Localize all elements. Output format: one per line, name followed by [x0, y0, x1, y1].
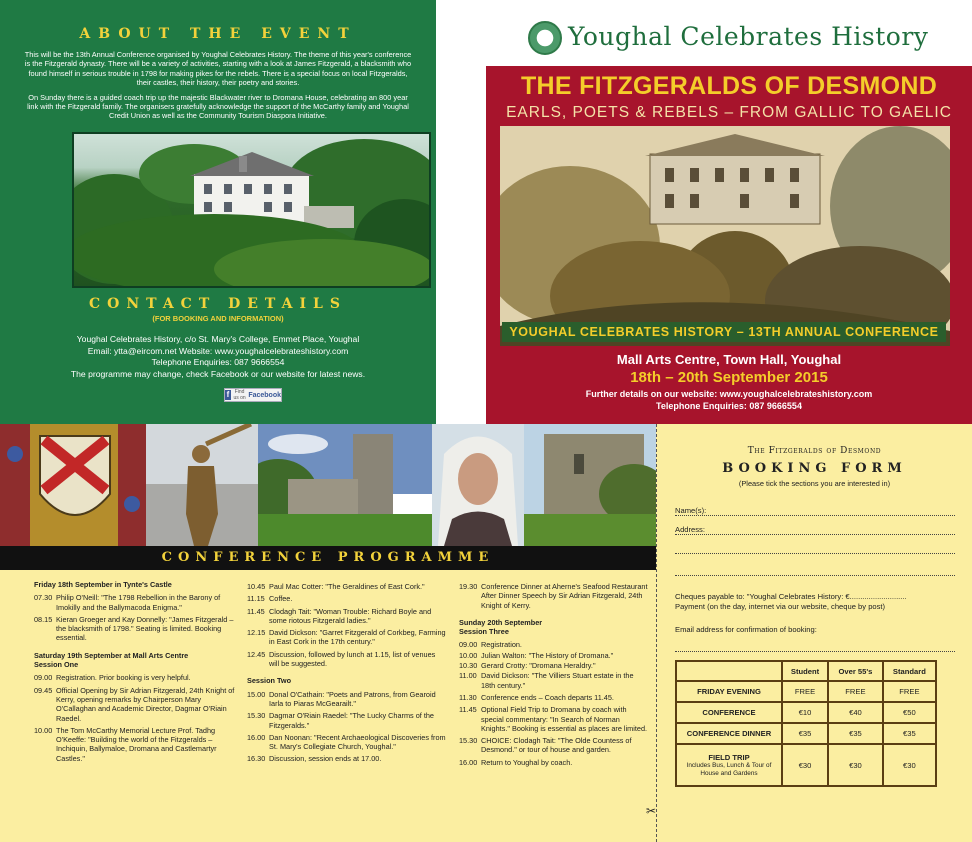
brand-title: Youghal Celebrates History [568, 22, 929, 51]
castle-ruins-photo [258, 424, 432, 546]
booking-title: BOOKING FORM [722, 461, 907, 476]
address-field[interactable] [675, 525, 955, 535]
contact-heading: CONTACT DETAILS [89, 296, 347, 312]
contact-notice: The programme may change, check Facebook or our website for latest news. [70, 368, 366, 379]
email-label: Email address for confirmation of booking: [675, 625, 817, 634]
tower-ruins-photo [524, 424, 656, 546]
event-website: Further details on our website: www.youghalcelebrateshistory.com [585, 389, 873, 399]
names-label: Name(s): [675, 506, 707, 515]
programme-entry: 07.30 Philip O'Neill: "The 1798 Rebellion in the Barony of Imokilly and the Ballymacoda Enigma." [34, 593, 221, 612]
table-row[interactable]: CONFERENCE €10 €40 €50 [676, 702, 936, 723]
contact-lines [0, 334, 436, 380]
programme-entry: 11.45 Clodagh Tait: "Woman Trouble: Richard Boyle and some riotous Fitzgerald ladies." [247, 606, 432, 625]
programme-entry: 15.00 Donal O'Cathain: "Poets and Patrons, from Gearoid Iarla to Piaras McGearailt." [247, 689, 436, 708]
cheques-text: Cheques payable to: "Youghal Celebrates History: €........................... [675, 592, 907, 601]
about-heading: ABOUT THE EVENT [79, 26, 357, 42]
castle-painting [500, 126, 950, 346]
field-trip-sub: Includes Bus, Lunch & Tour of House and Gardens [686, 762, 772, 777]
event-venue: Mall Arts Centre, Town Hall, Youghal [616, 352, 842, 367]
table-header: Standard [883, 661, 936, 681]
contact-address: Youghal Celebrates History, c/o St. Mary's College, Emmet Place, Youghal [76, 334, 360, 344]
booking-form [656, 424, 972, 842]
programme-column-3 [459, 582, 649, 770]
session-three-heading: Session Three [459, 627, 509, 637]
facebook-icon: f [226, 390, 230, 399]
programme-heading-bar [0, 546, 656, 570]
programme-entry: 09.00 Registration. [459, 640, 522, 650]
address-line-3[interactable] [675, 566, 955, 576]
programme-entry: 09.45 Official Opening by Sir Adrian Fitzgerald, 24th Knight of Kerry, opening remarks by Chairperson Mary O'Callaghan and Academic Director, Dagmar O'Riain Raedel. [34, 685, 235, 723]
programme-entry: 12.45 Discussion, followed by lunch at 1.15, list of venues will be suggested. [247, 649, 436, 669]
event-dates: 18th – 20th September 2015 [630, 369, 828, 386]
programme-entry: 11.00 David Dickson: "The Villiers Stuart estate in the 18th century." [459, 671, 634, 690]
programme-entry: 11.45 Optional Field Trip to Dromana by coach with special commentary: "In Search of Norman Knights." Booking is essential as places are limited. [459, 705, 648, 733]
programme-entry: 08.15 Kieran Groeger and Kay Donnelly: "James Fitzgerald – the blacksmith of 1798." Seating is limited. Booking essential. [34, 614, 234, 643]
event-phone: Telephone Enquiries: 087 9666554 [656, 401, 802, 411]
event-further-details [486, 388, 972, 412]
brand-logo-icon [528, 21, 562, 55]
table-header: Student [782, 661, 828, 681]
saturday-heading: Saturday 19th September at Mall Arts Centre [34, 650, 189, 660]
programme-entry: 19.30 Conference Dinner at Aherne's Seafood Restaurant After Dinner Speech by Sir Adrian Fitzgerald, 24th Knight of Kerry. [459, 582, 648, 610]
conference-banner: YOUGHAL CELEBRATES HISTORY – 13TH ANNUAL CONFERENCE [502, 322, 946, 342]
programme-entry: 15.30 CHOICE: Clodagh Tait: "The Olde Countess of Desmond." or tour of house and garden. [459, 736, 632, 755]
event-panel [486, 66, 972, 424]
booking-note: (Please tick the sections you are interested in) [738, 479, 891, 488]
programme-entry: 11.30 Conference ends – Coach departs 11.45. [459, 692, 614, 702]
programme-heading: CONFERENCE PROGRAMME [161, 550, 495, 565]
house-photo [72, 132, 431, 288]
programme-entry: 11.15 Coffee. [247, 594, 293, 604]
brand-bar [436, 0, 972, 66]
programme-entry: 09.00 Registration. Prior booking is very helpful. [34, 673, 191, 683]
scissors-icon: ✂ [646, 804, 657, 818]
facebook-small-label: Find us on [233, 389, 246, 401]
facebook-label: Facebook [248, 391, 281, 399]
programme-entry: 10.30 Gerard Crotty: "Dromana Heraldry." [459, 661, 596, 671]
facebook-button[interactable] [224, 388, 282, 402]
table-header: Over 55's [828, 661, 883, 681]
session-one-heading: Session One [34, 660, 79, 670]
friday-heading: Friday 18th September in Tynte's Castle [34, 580, 172, 589]
conference-programme [0, 570, 656, 842]
stained-glass-photo [0, 424, 146, 546]
table-row[interactable]: CONFERENCE DINNER €35 €35 €35 [676, 723, 936, 744]
booking-small-title: The Fitzgeralds of Desmond [747, 446, 882, 456]
event-subtitle: EARLS, POETS & REBELS – FROM GALLIC TO GAELIC [506, 104, 952, 121]
payment-text: Payment (on the day, internet via our website, cheque by post) [675, 602, 886, 611]
session-two-heading: Session Two [247, 676, 292, 686]
event-title: THE FITZGERALDS OF DESMOND [520, 72, 938, 100]
programme-entry: 16.30 Discussion, session ends at 17.00. [247, 754, 382, 764]
email-field[interactable] [675, 642, 955, 652]
contact-subheading: (FOR BOOKING AND INFORMATION) [152, 314, 284, 323]
programme-entry: 10.00 Julian Walton: "The History of Dromana." [459, 650, 614, 660]
table-header [676, 661, 782, 681]
programme-entry: 10.00 The Tom McCarthy Memorial Lecture Prof. Tadhg O'Keeffe: "Building the world of the Fitzgeralds – Inchiquin, Ballymaloe, Dromana and Castlemartyr Castles." [34, 725, 217, 763]
table-row[interactable]: FIELD TRIP Includes Bus, Lunch & Tour of House and Gardens €30 €30 €30 [676, 744, 936, 786]
programme-entry: 16.00 Dan Noonan: "Recent Archaeological Discoveries from St. Mary's Collegiate Church, Youghal." [247, 732, 446, 752]
programme-column-1 [34, 580, 236, 766]
programme-entry: 10.45 Paul Mac Cotter: "The Geraldines of East Cork." [247, 582, 425, 591]
programme-entry: 12.15 David Dickson: "Garret Fitzgerald of Corkbeg, Farming in East Cork in the 17th century." [247, 628, 446, 647]
programme-column-2 [247, 582, 447, 767]
programme-entry: 15.30 Dagmar O'Riain Raedel: "The Lucky Charms of the Fitzgeralds." [247, 711, 434, 730]
about-panel [0, 0, 436, 424]
contact-phone: Telephone Enquiries: 087 9666554 [151, 357, 285, 368]
blacksmith-statue-photo [146, 424, 258, 546]
names-field[interactable] [675, 506, 955, 516]
table-row[interactable]: FRIDAY EVENING FREE FREE FREE [676, 681, 936, 702]
photo-strip [0, 424, 656, 546]
price-table [675, 660, 937, 787]
sunday-heading: Sunday 20th September [459, 617, 543, 627]
address-label: Address: [675, 525, 705, 534]
address-line-2[interactable] [675, 544, 955, 554]
programme-entry: 16.00 Return to Youghal by coach. [459, 757, 573, 767]
about-body [24, 50, 412, 121]
field-trip-label: FIELD TRIP [708, 753, 750, 763]
about-paragraph-2: On Sunday there is a guided coach trip up the majestic Blackwater river to Dromana House, celebrating an 800 year link with the Fitzgerald family. The organisers gratefully acknowledge the support of the McCarthy family and Youghal Credit Union as well as the Community Tourism Diaspora Initiative. [27, 92, 409, 121]
countess-portrait-photo [432, 424, 524, 546]
about-paragraph-1: This will be the 13th Annual Conference organised by Youghal Celebrates History. The theme of this year's conference is the Fitzgerald dynasty. There will be a variety of activities, starting with a look at James Fitzgerald, a blacksmith who found himself in serious trouble in 1798 for making pikes for the rebels. There is a special focus on local Fitzgeralds, their castles, their history, their poetry and stories. [24, 50, 412, 88]
contact-email-web: Email: ytta@eircom.net Website: www.youghalcelebrateshistory.com [87, 345, 349, 356]
